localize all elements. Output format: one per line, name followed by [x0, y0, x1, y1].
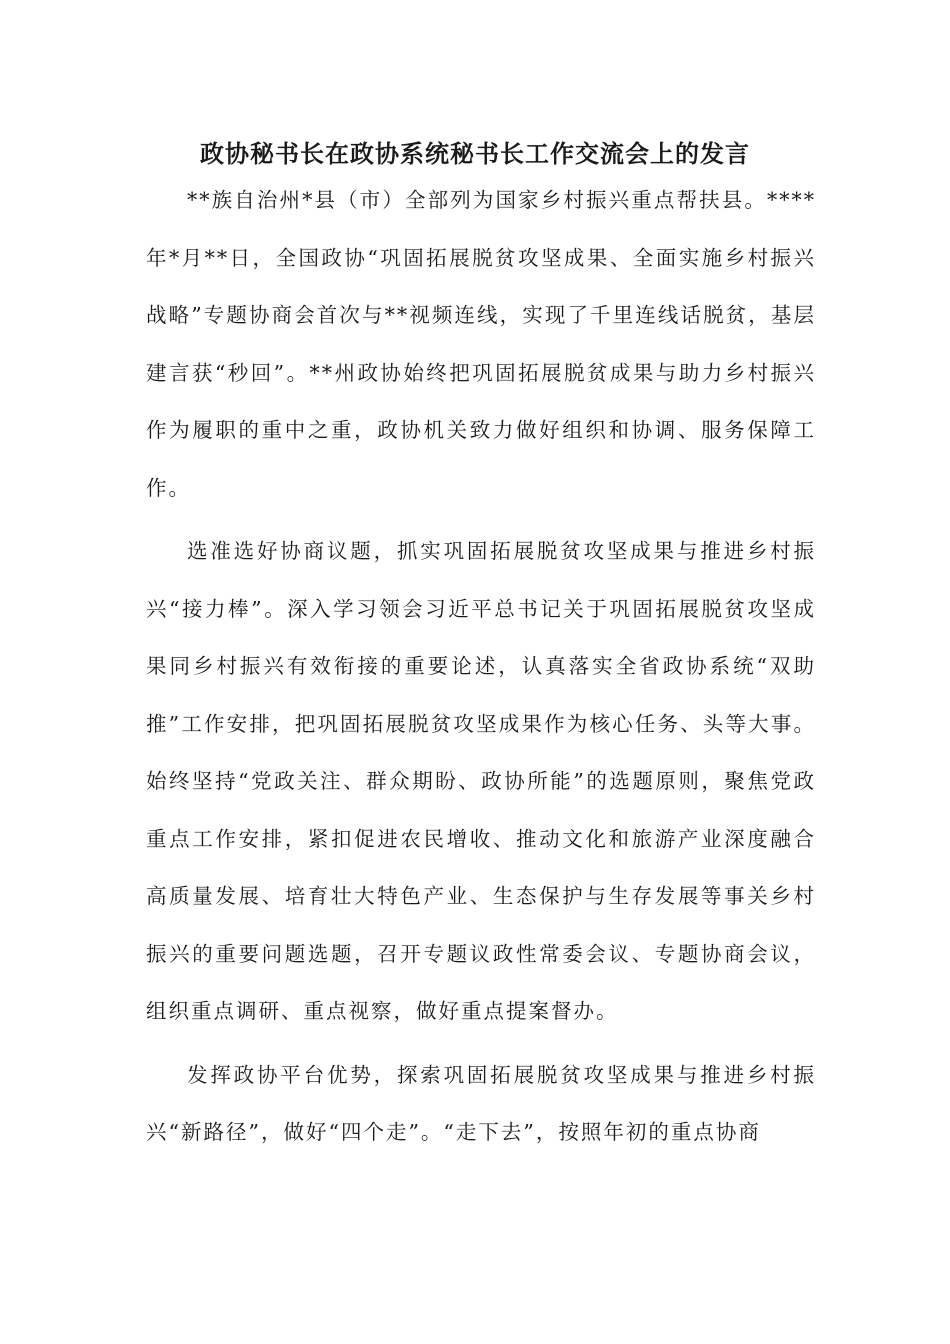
paragraph-1: **族自治州*县（市）全部列为国家乡村振兴重点帮扶县。****年*月**日，全国政协“巩固拓展脱贫攻坚成果、全面实施乡村振兴战略”专题协商会首次与**视频连线，实现了千里连线话脱贫，基层建言获“秒回”。**州政协始终把巩固拓展脱贫成果与助力乡村振兴作为履职的重中之重，政协机关致力做好组织和协调、服务保障工作。 — [146, 188, 816, 500]
document-body — [146, 172, 816, 1168]
paragraph-2: 选准选好协商议题，抓实巩固拓展脱贫攻坚成果与推进乡村振兴“接力棒”。深入学习领会习近平总书记关于巩固拓展脱贫攻坚成果同乡村振兴有效衔接的重要论述，认真落实全省政协系统“双助推”工作安排，把巩固拓展脱贫攻坚成果作为核心任务、头等大事。始终坚持“党政关注、群众期盼、政协所能”的选题原则，聚焦党政重点工作安排，紧扣促进农民增收、推动文化和旅游产业深度融合高质量发展、培育壮大特色产业、生态保护与生存发展等事关乡村振兴的重要问题选题，召开专题议政性常委会议、专题协商会议，组织重点调研、重点视察，做好重点提案督办。 — [146, 539, 816, 1023]
document-title: 政协秘书长在政协系统秘书长工作交流会上的发言 — [200, 139, 750, 168]
paragraph-3: 发挥政协平台优势，探索巩固拓展脱贫攻坚成果与推进乡村振兴“新路径”，做好“四个走”。“走下去”，按照年初的重点协商 — [146, 1062, 816, 1144]
